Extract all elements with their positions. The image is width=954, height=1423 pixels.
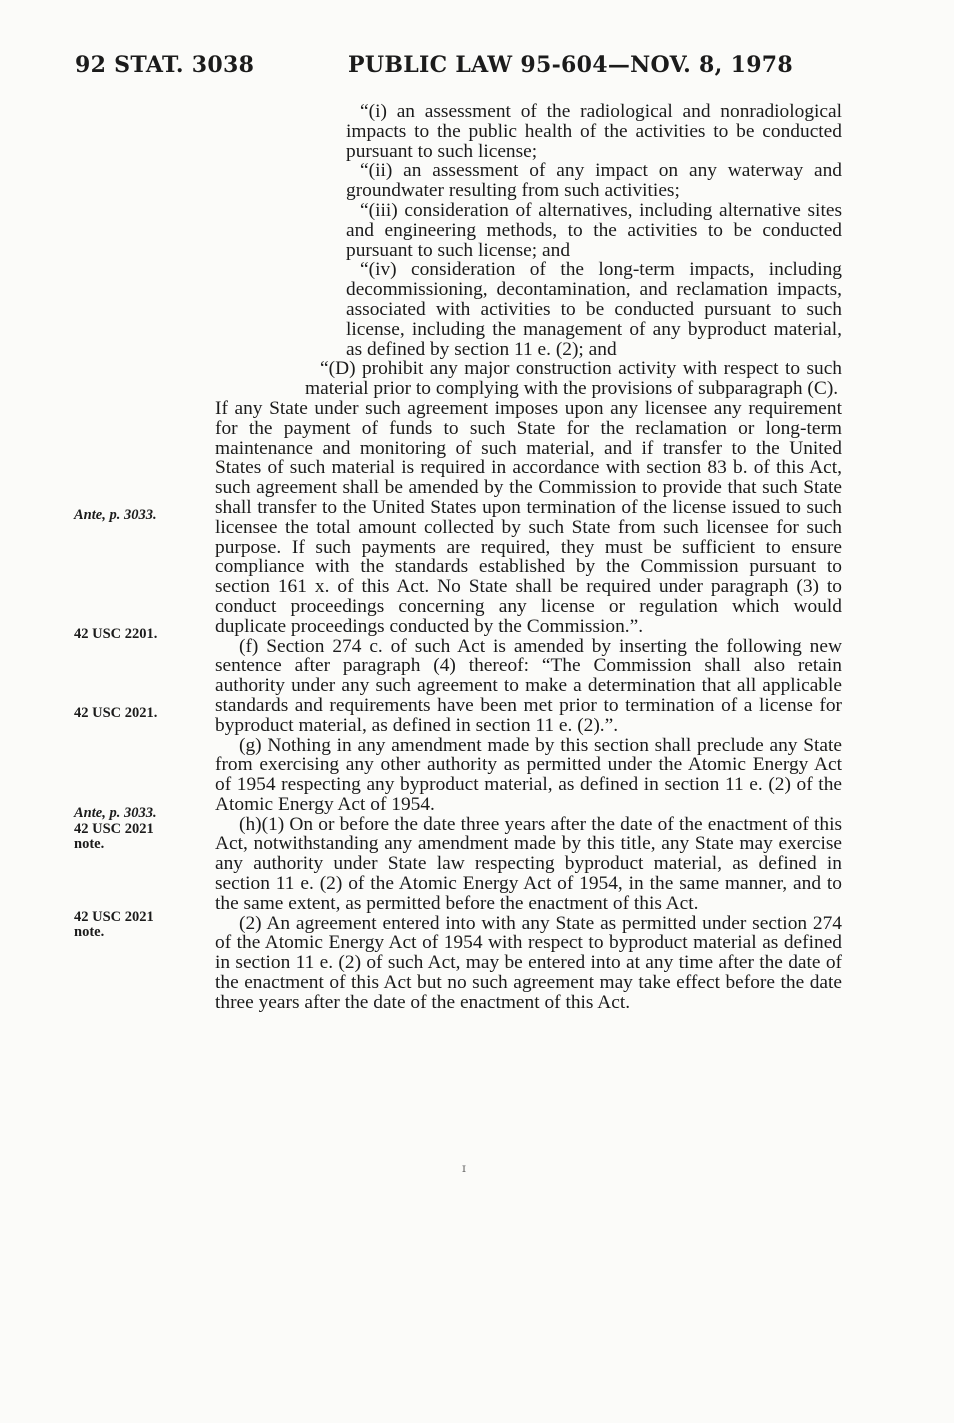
- margin-note-ante-2: [74, 806, 194, 821]
- subparagraph-d: “(D) prohibit any major construction activity with respect to such material prior to complying with the provisions of subparagraph (C).: [305, 358, 842, 400]
- note-label: note.: [74, 924, 105, 940]
- subsection-f: (f) Section 274 c. of such Act is amended by inserting the following new sentence after paragraph (4) thereof: “The Commission shall also retain authority under any such agreement to make a determination that all applicable standards and requirements have been met prior to termination of a license for byproduct material, as defined in section 11 e. (2).”.: [215, 635, 842, 736]
- public-law-title: PUBLIC LAW 95-604—NOV. 8, 1978: [348, 52, 794, 78]
- usc-citation: 42 USC 2021: [74, 821, 154, 837]
- subsection-h-2: (2) An agreement entered into with any State as permitted under section 274 of the Atomic Energy Act of 1954 with respect to byproduct material as defined in section 11 e. (2) of such Act, may be entered into at any time after the date of the enactment of this Act but no such agreement may take effect before the date three years after the date of the enactment of this Act.: [215, 912, 842, 1013]
- ante-reference: Ante, p. 3033.: [74, 507, 157, 523]
- margin-note-ante: [74, 508, 194, 523]
- statute-page-reference: 92 STAT. 3038: [75, 52, 255, 78]
- margin-note-usc-2021-note: [74, 822, 194, 852]
- margin-note-usc-2021-note-2: [74, 910, 194, 940]
- margin-note-usc-2021: 42 USC 2021.: [74, 705, 158, 721]
- ante-reference: Ante, p. 3033.: [74, 805, 157, 821]
- usc-citation: 42 USC 2021: [74, 909, 154, 925]
- note-label: note.: [74, 836, 105, 852]
- page-body: [215, 102, 842, 1013]
- clause-i: “(i) an assessment of the radiological and nonradiological impacts to the public health of the activities to be conducted pursuant to such license;: [346, 101, 842, 162]
- clause-iv: “(iv) consideration of the long-term impacts, including decommissioning, decontamination, and reclamation impacts, associated with activities to be conducted pursuant to such license, including the management of any byproduct material, as defined by section 11 e. (2); and: [346, 259, 842, 360]
- state-agreement-paragraph: If any State under such agreement imposes upon any licensee any requirement for the payment of funds to such State for the reclamation or long-term maintenance and monitoring of such material, and if transfer to the United States of such material is required in accordance with section 83 b. of this Act, such agreement shall be amended by the Commission to provide that such State shall transfer to the United States upon termination of the license issued to such licensee the total amount collected by such State from such licensee for such purpose. If such payments are required, they must be sufficient to ensure compliance with the standards established by the Commission pursuant to section 161 x. of this Act. No State shall be required under paragraph (3) to conduct proceedings concerning any license or regulation which would duplicate proceedings conducted by the Commission.”.: [215, 397, 842, 637]
- clause-iii: “(iii) consideration of alternatives, including alternative sites and engineering methods, to the activities to be conducted pursuant to such license; and: [346, 199, 842, 261]
- stray-print-mark: ɪ: [462, 1161, 466, 1175]
- margin-note-usc-2201: 42 USC 2201.: [74, 626, 158, 642]
- page-header: [0, 52, 954, 88]
- subsection-h-1: (h)(1) On or before the date three years after the date of the enactment of this Act, notwithstanding any amendment made by this title, any State may exercise any authority under State law respecting byproduct material, as defined in section 11 e. (2) of the Atomic Energy Act of 1954, in the same manner, and to the same extent, as permitted before the enactment of this Act.: [215, 813, 842, 914]
- clause-ii: “(ii) an assessment of any impact on any waterway and groundwater resulting from such activities;: [346, 160, 842, 202]
- subsection-g: (g) Nothing in any amendment made by this section shall preclude any State from exercising any other authority as permitted under the Atomic Energy Act of 1954 respecting any byproduct material, as defined in section 11 e. (2) of the Atomic Energy Act of 1954.: [215, 734, 842, 815]
